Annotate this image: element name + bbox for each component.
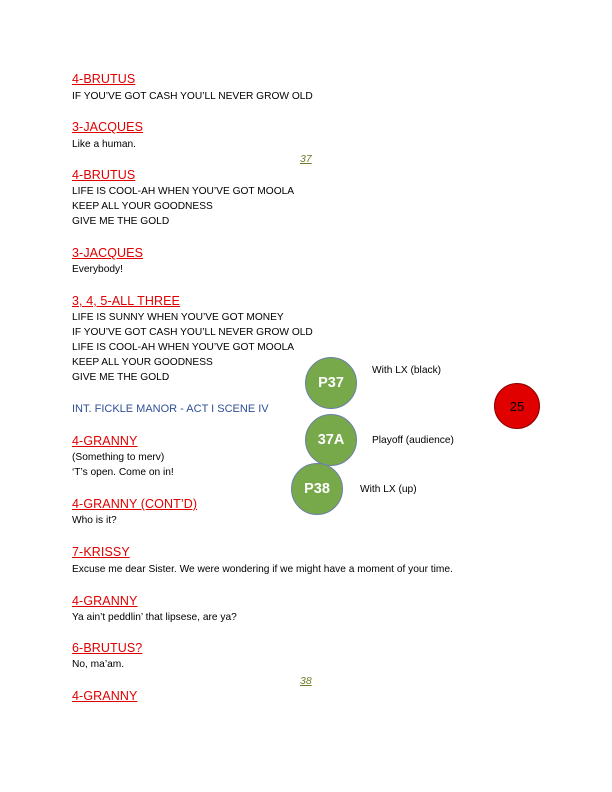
character-name: 4-BRUTUS [72, 72, 136, 86]
character-name: 4-GRANNY (CONT’D) [72, 497, 198, 511]
character-name: 3, 4, 5-ALL THREE [72, 294, 180, 308]
cue-note: With LX (black) [372, 365, 442, 376]
dialogue-line: IF YOU’VE GOT CASH YOU’LL NEVER GROW OLD [72, 91, 313, 102]
dialogue-line: KEEP ALL YOUR GOODNESS [72, 201, 213, 212]
character-name: 3-JACQUES [72, 246, 144, 260]
count-badge: 25 [494, 383, 540, 429]
character-name: 4-GRANNY [72, 434, 138, 448]
dialogue-line: LIFE IS COOL-AH WHEN YOU’VE GOT MOOLA [72, 186, 295, 197]
character-name: 4-BRUTUS [72, 168, 136, 182]
character-name: 4-GRANNY [72, 689, 138, 703]
scene-heading: INT. FICKLE MANOR - ACT I SCENE IV [72, 403, 269, 415]
dialogue-line: Who is it? [72, 515, 117, 526]
dialogue-line: Excuse me dear Sister. We were wondering if we might have a moment of your time. [72, 564, 453, 575]
dialogue-line: GIVE ME THE GOLD [72, 372, 170, 383]
dialogue-line: Like a human. [72, 139, 136, 150]
cue-note: Playoff (audience) [372, 435, 454, 446]
character-name: 3-JACQUES [72, 120, 144, 134]
dialogue-line: ‘T’s open. Come on in! [72, 467, 174, 478]
character-name: 7-KRISSY [72, 545, 130, 559]
cue-note: With LX (up) [360, 484, 417, 495]
dialogue-line: KEEP ALL YOUR GOODNESS [72, 357, 213, 368]
character-name: 6-BRUTUS? [72, 641, 143, 655]
dialogue-line: LIFE IS COOL-AH WHEN YOU’VE GOT MOOLA [72, 342, 295, 353]
character-name: 4-GRANNY [72, 594, 138, 608]
cue-bubble-37a[interactable]: 37A [305, 414, 357, 466]
dialogue-line: IF YOU’VE GOT CASH YOU’LL NEVER GROW OLD [72, 327, 313, 338]
dialogue-line: (Something to merv) [72, 452, 165, 463]
page-number: 37 [300, 153, 312, 165]
dialogue-line: Everybody! [72, 264, 123, 275]
dialogue-line: No, ma’am. [72, 659, 125, 670]
page-number: 38 [300, 675, 312, 687]
cue-bubble-p38[interactable]: P38 [291, 463, 343, 515]
dialogue-line: GIVE ME THE GOLD [72, 216, 170, 227]
dialogue-line: Ya ain’t peddlin’ that lipsese, are ya? [72, 612, 237, 623]
dialogue-line: LIFE IS SUNNY WHEN YOU’VE GOT MONEY [72, 312, 284, 323]
cue-bubble-p37[interactable]: P37 [305, 357, 357, 409]
